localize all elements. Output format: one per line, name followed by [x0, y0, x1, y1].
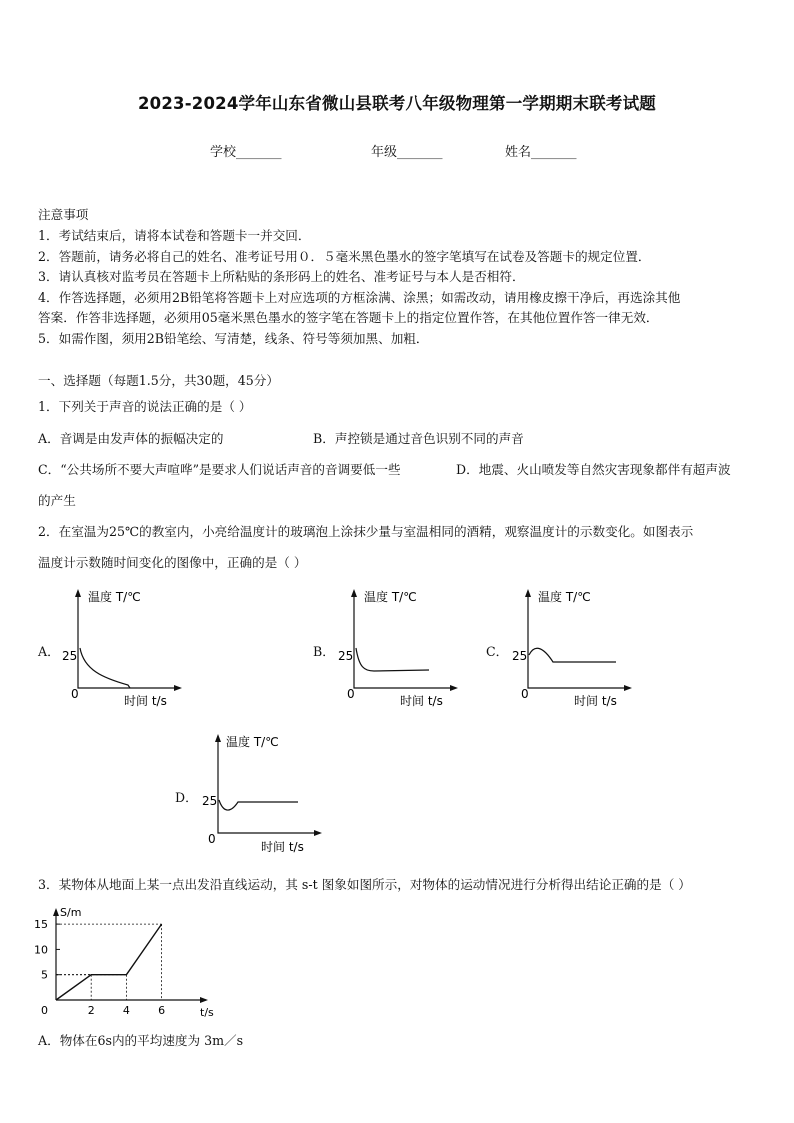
x-tick-label: 2 [87, 1004, 95, 1017]
page-title: 2023-2024学年山东省微山县联考八年级物理第一学期期末联考试题 [138, 94, 656, 113]
st-labels [34, 906, 214, 1019]
graph-d-origin: 0 [208, 832, 216, 846]
q2-option-d-label: D． [175, 790, 198, 805]
note-item-2: 2．答题前，请务必将自己的姓名、准考证号用０．５毫米黑色墨水的签字笔填写在试卷及答题卡的规定位置． [38, 249, 651, 264]
st-axes [53, 908, 208, 1003]
q3-st-chart [30, 900, 220, 1020]
st-series-line [56, 924, 162, 1000]
graph-a-origin: 0 [71, 687, 79, 701]
school-field: 学校_______ [210, 145, 282, 160]
x-tick-label: 6 [158, 1004, 166, 1017]
st-series [56, 924, 162, 1000]
q1-stem: 1．下列关于声音的说法正确的是（ ） [38, 399, 252, 414]
graph-d-xlabel: 时间 t/s [261, 840, 304, 854]
q1-option-d: D．地震、火山喷发等自然灾害现象都伴有超声波 [456, 462, 731, 477]
section-heading: 一、选择题（每题1.5分，共30题，45分） [38, 373, 279, 388]
y-tick-label: 5 [41, 968, 48, 982]
note-item-5: 5．如需作图，须用2B铅笔绘、写清楚，线条、符号等须加黑、加粗． [38, 331, 429, 346]
y-axis-arrow [53, 908, 59, 916]
graph-a-ylabel: 温度 T/℃ [88, 590, 141, 604]
graph-c-tick-25: 25 [512, 649, 528, 663]
graph-b-tick-25: 25 [338, 649, 354, 663]
graph-d-ylabel: 温度 T/℃ [226, 735, 279, 749]
graph-b-origin: 0 [347, 687, 355, 701]
graph-b-ylabel: 温度 T/℃ [364, 590, 417, 604]
q2-graph-c [508, 585, 638, 715]
notes-heading: 注意事项 [38, 207, 89, 222]
graph-c-ylabel: 温度 T/℃ [538, 590, 591, 604]
q3-stem: 3．某物体从地面上某一点出发沿直线运动，其 s-t 图象如图所示，对物体的运动情况进行分析得出结论正确的是（ ） [38, 877, 691, 892]
q2-graph-a [58, 585, 188, 715]
note-item-1: 1．考试结束后，请将本试卷和答题卡一并交回． [38, 228, 311, 243]
q2-stem-line1: 2．在室温为25℃的教室内，小亮给温度计的玻璃泡上涂抹少量与室温相同的酒精，观察温度计的示数变化。如图表示 [38, 524, 694, 539]
note-item-4-cont: 答案．作答非选择题，必须用05毫米黑色墨水的签字笔在答题卡上的指定位置作答，在其他位置作答一律无效． [38, 310, 659, 325]
q1-option-b: B．声控锁是通过音色识别不同的声音 [313, 431, 524, 446]
q2-graph-d [198, 730, 328, 860]
y-tick-label: 10 [34, 943, 48, 957]
grade-field: 年级_______ [371, 145, 443, 160]
graph-d-tick-25: 25 [202, 794, 218, 808]
q1-option-c: C．“公共场所不要大声喧哗”是要求人们说话声音的音调要低一些 [38, 462, 401, 477]
note-item-3: 3．请认真核对监考员在答题卡上所粘贴的条形码上的姓名、准考证号与本人是否相符． [38, 269, 525, 284]
graph-c-xlabel: 时间 t/s [574, 694, 617, 708]
q2-stem-line2: 温度计示数随时间变化的图像中，正确的是（ ） [38, 555, 307, 570]
graph-a-xlabel: 时间 t/s [124, 694, 167, 708]
q1-option-a: A．音调是由发声体的振幅决定的 [38, 431, 224, 446]
y-tick-label: 15 [34, 918, 48, 932]
graph-b-xlabel: 时间 t/s [400, 694, 443, 708]
q2-option-a-label: A． [38, 644, 60, 659]
note-item-4: 4．作答选择题，必须用2B铅笔将答题卡上对应选项的方框涂满、涂黑；如需改动，请用橡皮擦干净后，再选涂其他 [38, 290, 681, 305]
origin-label: 0 [41, 1004, 48, 1017]
x-tick-label: 4 [122, 1004, 130, 1017]
x-axis-arrow [200, 997, 208, 1003]
x-axis-label: t/s [200, 1006, 214, 1019]
graph-c-origin: 0 [521, 687, 529, 701]
q1-option-d-cont: 的产生 [38, 493, 76, 508]
y-axis-label: S/m [60, 906, 82, 919]
q2-graph-b [334, 585, 464, 715]
q2-option-b-label: B． [313, 644, 335, 659]
name-field: 姓名_______ [505, 145, 577, 160]
graph-a-tick-25: 25 [62, 649, 78, 663]
q2-option-c-label: C． [486, 644, 509, 659]
q3-option-a: A．物体在6s内的平均速度为 3m／s [38, 1033, 244, 1048]
